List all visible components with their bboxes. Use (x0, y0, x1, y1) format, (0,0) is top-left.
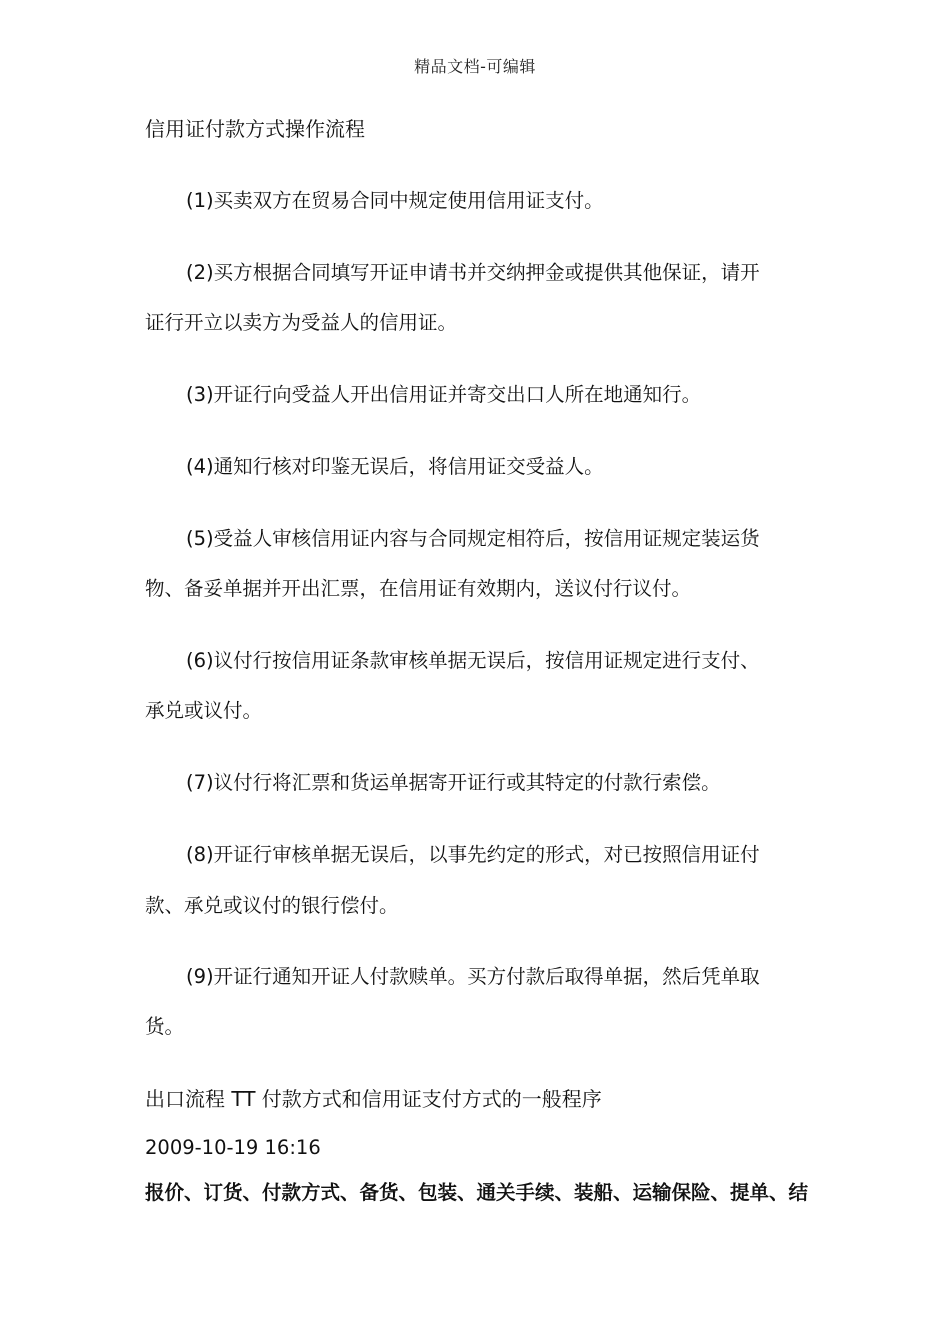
step-6: (6)议付行按信用证条款审核单据无误后，按信用证规定进行支付、 (186, 649, 760, 672)
step-2: (2)买方根据合同填写开证申请书并交纳押金或提供其他保证，请开 (186, 261, 760, 284)
step-2-continued: 证行开立以卖方为受益人的信用证。 (145, 311, 458, 334)
step-9: (9)开证行通知开证人付款赎单。买方付款后取得单据，然后凭单取 (186, 965, 760, 988)
step-8-continued: 款、承兑或议付的银行偿付。 (145, 894, 399, 917)
step-4: (4)通知行核对印鉴无误后，将信用证交受益人。 (186, 455, 604, 478)
section-title: 信用证付款方式操作流程 (145, 117, 365, 141)
step-5: (5)受益人审核信用证内容与合同规定相符后，按信用证规定装运货 (186, 527, 760, 550)
step-6-continued: 承兑或议付。 (145, 699, 263, 722)
step-9-continued: 货。 (145, 1015, 185, 1038)
step-8: (8)开证行审核单据无误后，以事先约定的形式，对已按照信用证付 (186, 843, 760, 866)
page-header: 精品文档-可编辑 (414, 57, 536, 76)
article-summary: 报价、订货、付款方式、备货、包装、通关手续、装船、运输保险、提单、结 (145, 1181, 809, 1204)
step-7: (7)议付行将汇票和货运单据寄开证行或其特定的付款行索偿。 (186, 771, 721, 794)
step-3: (3)开证行向受益人开出信用证并寄交出口人所在地通知行。 (186, 383, 702, 406)
article-title: 出口流程 TT 付款方式和信用证支付方式的一般程序 (145, 1087, 602, 1111)
step-5-continued: 物、备妥单据并开出汇票，在信用证有效期内，送议付行议付。 (145, 577, 692, 600)
article-date: 2009-10-19 16:16 (145, 1136, 321, 1159)
step-1: (1)买卖双方在贸易合同中规定使用信用证支付。 (186, 189, 604, 212)
